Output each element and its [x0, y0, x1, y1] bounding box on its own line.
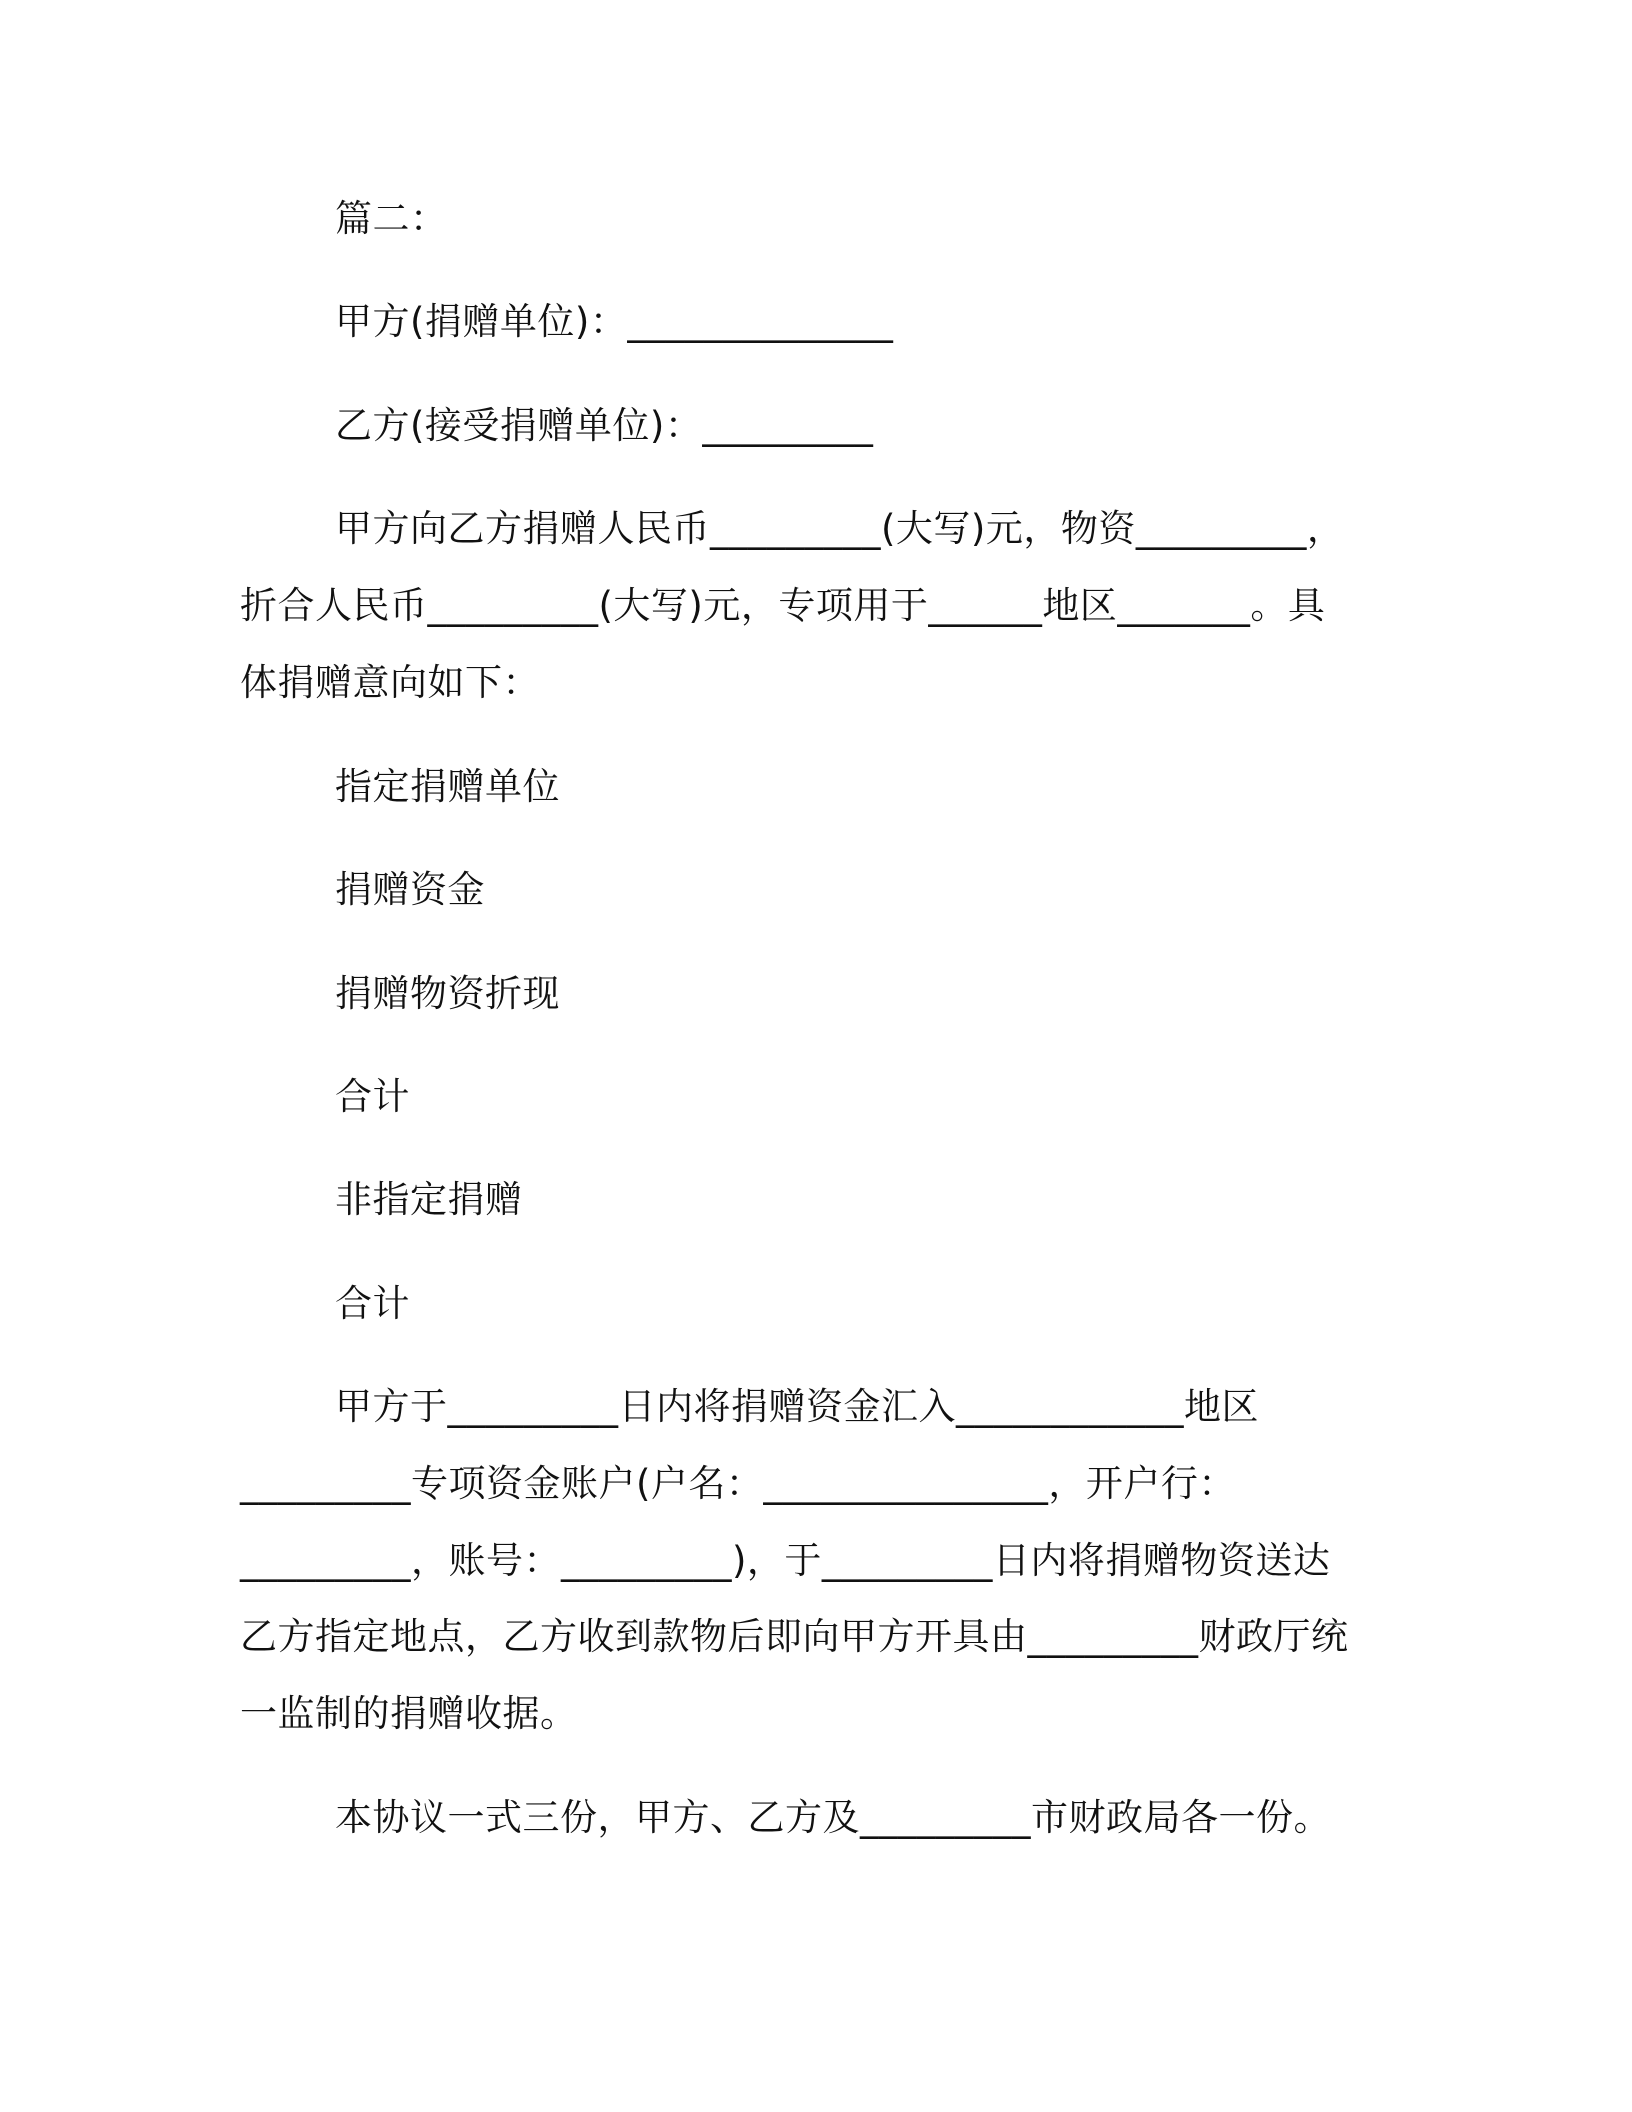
copies-paragraph: 本协议一式三份，甲方、乙方及_________市财政局各一份。 — [335, 1796, 1331, 1839]
transfer-paragraph-line-5: 一监制的捐赠收据。 — [240, 1692, 578, 1735]
subtotal-item: 合计 — [335, 1075, 410, 1118]
donation-paragraph-line-2: 折合人民币_________(大写)元，专项用于______地区_______。具 — [240, 584, 1326, 627]
transfer-paragraph-line-1: 甲方于_________日内将捐赠资金汇入____________地区 — [335, 1385, 1259, 1428]
donation-paragraph-line-1: 甲方向乙方捐赠人民币_________(大写)元，物资_________， — [335, 507, 1345, 550]
donation-funds-item: 捐赠资金 — [335, 868, 485, 911]
donated-goods-value-item: 捐赠物资折现 — [335, 972, 560, 1015]
transfer-paragraph-line-3: _________，账号：_________)，于_________日内将捐赠物资送达 — [240, 1539, 1331, 1582]
non-designated-donation-item: 非指定捐赠 — [335, 1178, 523, 1221]
donation-paragraph-line-3: 体捐赠意向如下： — [240, 661, 540, 704]
total-item: 合计 — [335, 1282, 410, 1325]
designated-donation-item: 指定捐赠单位 — [335, 765, 560, 808]
section-heading: 篇二： — [335, 197, 448, 240]
transfer-paragraph-line-4: 乙方指定地点，乙方收到款物后即向甲方开具由_________财政厅统 — [240, 1615, 1349, 1658]
party-a-line: 甲方(捐赠单位)：______________ — [335, 300, 894, 343]
party-b-line: 乙方(接受捐赠单位)：_________ — [335, 404, 874, 447]
transfer-paragraph-line-2: _________专项资金账户(户名：_______________，开户行： — [240, 1462, 1236, 1505]
